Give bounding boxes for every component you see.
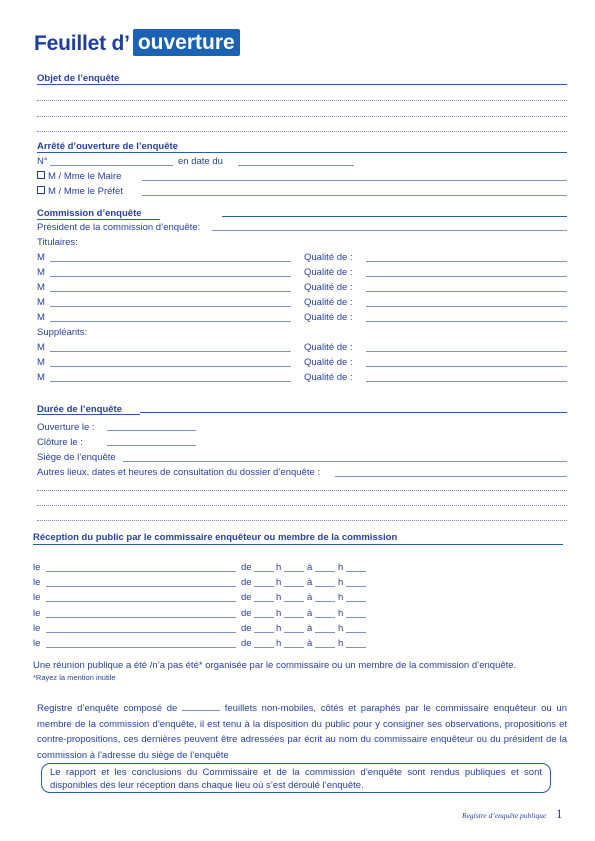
commission-titulaires-label: Titulaires: [37,237,78,248]
reception-de-label: de [241,577,252,589]
reception-min-from-field[interactable] [284,571,304,572]
section-commission-rule-b [222,216,567,217]
arrete-prefet-option[interactable] [37,186,123,197]
arrete-date-field[interactable] [238,165,354,166]
titulaire-m-label: M [37,282,45,293]
arrete-maire-field[interactable] [142,180,567,181]
footer-text: Registre d’enquête publique [462,811,547,820]
titulaire-qualite-label: Qualité de : [304,282,353,293]
reception-h-label: h [338,607,344,619]
reception-h-label: h [276,562,282,573]
section-arrete-title: Arrêté d’ouverture de l’enquête [37,141,178,152]
commission-president-field[interactable] [212,230,567,231]
section-reception-rule [33,544,563,545]
reception-hour-to-field[interactable] [315,571,335,572]
titulaire-name-field[interactable] [50,321,291,322]
reception-date-field[interactable] [46,632,236,633]
reception-h-label: h [338,622,344,634]
reception-hour-from-field[interactable] [254,601,274,602]
suppleant-m-label: M [37,342,45,353]
reception-h-label: h [338,592,344,604]
reception-de-label: de [241,562,252,573]
objet-line-1[interactable] [37,100,567,101]
reception-h-label: h [276,577,282,589]
reception-de-label: de [241,622,252,634]
titulaire-qualite-label: Qualité de : [304,312,353,323]
reception-hour-to-field[interactable] [315,647,335,648]
reception-a-label: à [307,592,313,604]
reception-h-label: h [338,562,344,573]
titulaire-name-field[interactable] [50,291,291,292]
reception-min-to-field[interactable] [346,647,366,648]
titulaire-qualite-field[interactable] [366,306,567,307]
objet-line-2[interactable] [37,116,567,117]
registre-part2: feuillets non-mobiles, côtés et paraphés par le commissaire enquêteur ou un membre de la commission d’enquête, il est tenu à la disposition du public pour y consigner ses observations, propositions et contre-propositions, ces dernières peuvent être adressées par écrit au nom du commissaire enquêteur ou du président de la commission à l’adresse du siège de l’enquête [37,703,567,761]
reception-date-field[interactable] [46,571,236,572]
arrete-date-label: en date du [178,156,223,167]
reception-le-label: le [33,622,41,634]
reception-date-field[interactable] [46,617,236,618]
reception-de-label: de [241,607,252,619]
section-arrete-rule [37,152,567,153]
suppleant-qualite-field[interactable] [366,381,567,382]
titulaire-m-label: M [37,267,45,278]
reception-a-label: à [307,577,313,589]
reception-de-label: de [241,638,252,649]
suppleant-m-label: M [37,372,45,383]
arrete-no-field[interactable] [50,165,173,166]
page-number: 1 [556,806,563,821]
duree-siege-field[interactable] [123,461,567,462]
arrete-prefet-label: M / Mme le Préfet [48,186,123,197]
reception-reunion-text: Une réunion publique a été /n’a pas été* organisée par le commissaire ou un membre de la commission d’enquête. [33,660,517,671]
reception-hour-from-field[interactable] [254,647,274,648]
titulaire-m-label: M [37,252,45,263]
title-plain: Feuillet d’ [34,32,130,55]
reception-min-from-field[interactable] [284,617,304,618]
duree-line-1[interactable] [37,490,567,491]
titulaire-qualite-field[interactable] [366,261,567,262]
reception-date-field[interactable] [46,647,236,648]
duree-cloture-field[interactable] [107,445,196,446]
section-reception-title: Réception du public par le commissaire enquêteur ou membre de la commission [33,532,398,543]
reception-min-from-field[interactable] [284,601,304,602]
registre-part1: Registre d’enquête composé de [37,703,178,714]
arrete-maire-label: M / Mme le Maire [48,171,122,182]
commission-suppleants-label: Suppléants: [37,327,88,338]
reception-min-from-field[interactable] [284,647,304,648]
duree-ouverture-label: Ouverture le : [37,422,95,433]
reception-le-label: le [33,577,41,589]
reception-min-to-field[interactable] [346,632,366,633]
reception-min-from-field[interactable] [284,586,304,587]
reception-hour-from-field[interactable] [254,571,274,572]
suppleant-qualite-field[interactable] [366,351,567,352]
suppleant-qualite-label: Qualité de : [304,372,353,383]
reception-date-field[interactable] [46,586,236,587]
titulaire-qualite-label: Qualité de : [304,267,353,278]
reception-h-label: h [276,592,282,604]
reception-le-label: le [33,638,41,649]
titulaire-qualite-label: Qualité de : [304,297,353,308]
suppleant-name-field[interactable] [50,381,291,382]
titulaire-m-label: M [37,312,45,323]
reception-min-from-field[interactable] [284,632,304,633]
arrete-prefet-field[interactable] [142,195,567,196]
titulaire-qualite-label: Qualité de : [304,252,353,263]
reception-de-label: de [241,592,252,604]
title-boxed: ouverture [133,29,240,56]
duree-autres-field[interactable] [335,476,567,477]
titulaire-name-field[interactable] [50,306,291,307]
duree-line-3[interactable] [37,520,567,521]
rapport-text: Le rapport et les conclusions du Commissaire et de la commission d’enquête sont rendus publiques et sont disponibles dès leur réception dans chaque lieu où s’est déroulé l’enquête. [50,767,542,791]
duree-ouverture-field[interactable] [107,430,196,431]
titulaire-name-field[interactable] [50,261,291,262]
suppleant-qualite-label: Qualité de : [304,342,353,353]
suppleant-m-label: M [37,357,45,368]
section-commission-title: Commission d’enquête [37,208,142,219]
suppleant-name-field[interactable] [50,366,291,367]
reception-min-to-field[interactable] [346,617,366,618]
reception-min-to-field[interactable] [346,571,366,572]
reception-hour-to-field[interactable] [315,617,335,618]
reception-hour-from-field[interactable] [254,586,274,587]
reception-hour-from-field[interactable] [254,632,274,633]
reception-hour-to-field[interactable] [315,586,335,587]
titulaire-m-label: M [37,297,45,308]
section-duree-title: Durée de l’enquête [37,404,122,415]
reception-h-label: h [276,622,282,634]
duree-line-2[interactable] [37,505,567,506]
reception-h-label: h [276,607,282,619]
reception-hour-from-field[interactable] [254,617,274,618]
reception-le-label: le [33,562,41,573]
reception-min-to-field[interactable] [346,601,366,602]
arrete-maire-option[interactable] [37,171,121,182]
reception-h-label: h [338,638,344,649]
reception-date-field[interactable] [46,601,236,602]
titulaire-name-field[interactable] [50,276,291,277]
duree-autres-label: Autres lieux, dates et heures de consultation du dossier d’enquête : [37,467,321,478]
section-objet-rule [37,84,567,85]
checkbox-icon[interactable] [37,171,45,179]
checkbox-icon[interactable] [37,186,45,194]
section-duree-rule-a [37,414,140,415]
reception-le-label: le [33,607,41,619]
reception-hour-to-field[interactable] [315,632,335,633]
registre-paragraph [37,701,567,763]
section-duree-rule-b [140,412,567,413]
rapport-frame [41,763,551,793]
arrete-no-label: N° [37,156,48,167]
page-title [34,28,240,60]
reception-h-label: h [338,577,344,589]
titulaire-qualite-field[interactable] [366,276,567,277]
duree-siege-label: Siège de l’enquête [37,452,116,463]
suppleant-name-field[interactable] [50,351,291,352]
reception-note: *Rayez la mention inutile [33,673,116,682]
reception-a-label: à [307,622,313,634]
suppleant-qualite-label: Qualité de : [304,357,353,368]
section-objet-title: Objet de l’enquête [37,73,120,84]
section-commission-rule-a [37,219,160,220]
reception-a-label: à [307,562,313,573]
titulaire-qualite-field[interactable] [366,321,567,322]
objet-line-3[interactable] [37,131,567,132]
titulaire-qualite-field[interactable] [366,291,567,292]
reception-a-label: à [307,638,313,649]
reception-min-to-field[interactable] [346,586,366,587]
commission-president-label: Président de la commission d’enquête: [37,222,201,233]
reception-le-label: le [33,592,41,604]
duree-cloture-label: Clôture le : [37,437,83,448]
reception-hour-to-field[interactable] [315,601,335,602]
suppleant-qualite-field[interactable] [366,366,567,367]
reception-h-label: h [276,638,282,649]
registre-count-field[interactable] [182,701,220,711]
reception-a-label: à [307,607,313,619]
